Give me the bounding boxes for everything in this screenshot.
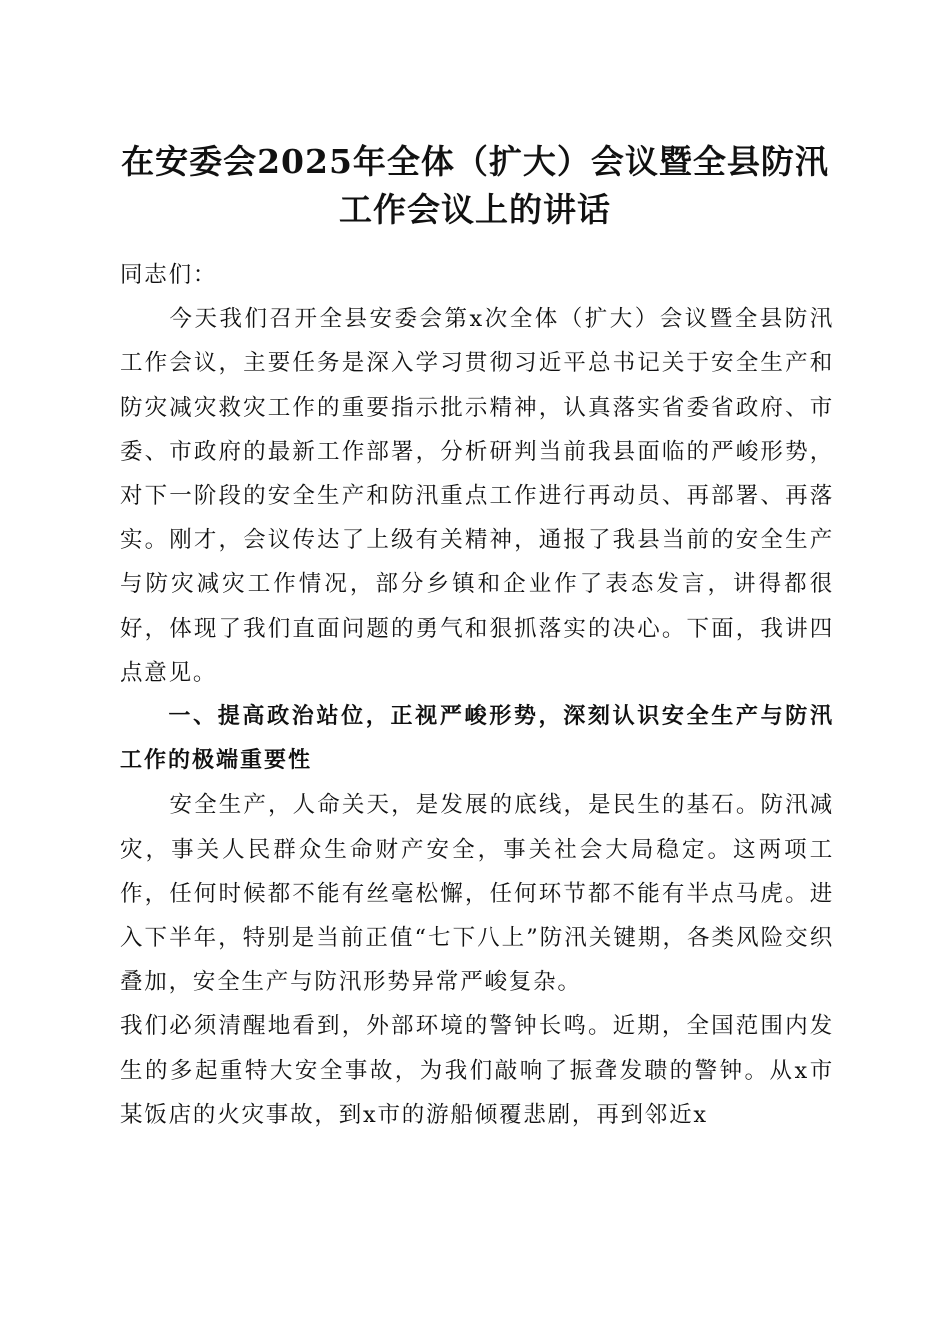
section-1-paragraph: 安全生产，人命关天，是发展的底线，是民生的基石。防汛减灾，事关人民群众生命财产安全，事关社会大局稳定。这两项工作，任何时候都不能有丝毫松懈，任何环节都不能有半点马虎。进入下半年，特别是当前正值“七下八上”防汛关键期，各类风险交织叠加，安全生产与防汛形势异常严峻复杂。: [120, 792, 834, 996]
salutation: 同志们：: [120, 262, 218, 288]
document-body: [120, 253, 834, 1137]
section-1-paragraph-2: 我们必须清醒地看到，外部环境的警钟长鸣。近期，全国范围内发生的多起重特大安全事故，为我们敲响了振聋发聩的警钟。从x市某饭店的火灾事故，到x市的游船倾覆悲剧，再到邻近x: [120, 1013, 834, 1128]
opening-paragraph: 今天我们召开全县安委会第x次全体（扩大）会议暨全县防汛工作会议，主要任务是深入学习贯彻习近平总书记关于安全生产和防灾减灾救灾工作的重要指示批示精神，认真落实省委省政府、市委、市政府的最新工作部署，分析研判当前我县面临的严峻形势，对下一阶段的安全生产和防汛重点工作进行再动员、再部署、再落实。刚才，会议传达了上级有关精神，通报了我县当前的安全生产与防灾减灾工作情况，部分乡镇和企业作了表态发言，讲得都很好，体现了我们直面问题的勇气和狠抓落实的决心。下面，我讲四点意见。: [120, 306, 834, 686]
section-heading-1: 一、提高政治站位，正视严峻形势，深刻认识安全生产与防汛工作的极端重要性: [120, 704, 834, 774]
document-title: 在安委会2025年全体（扩大）会议暨全县防汛工作会议上的讲话: [121, 142, 829, 229]
